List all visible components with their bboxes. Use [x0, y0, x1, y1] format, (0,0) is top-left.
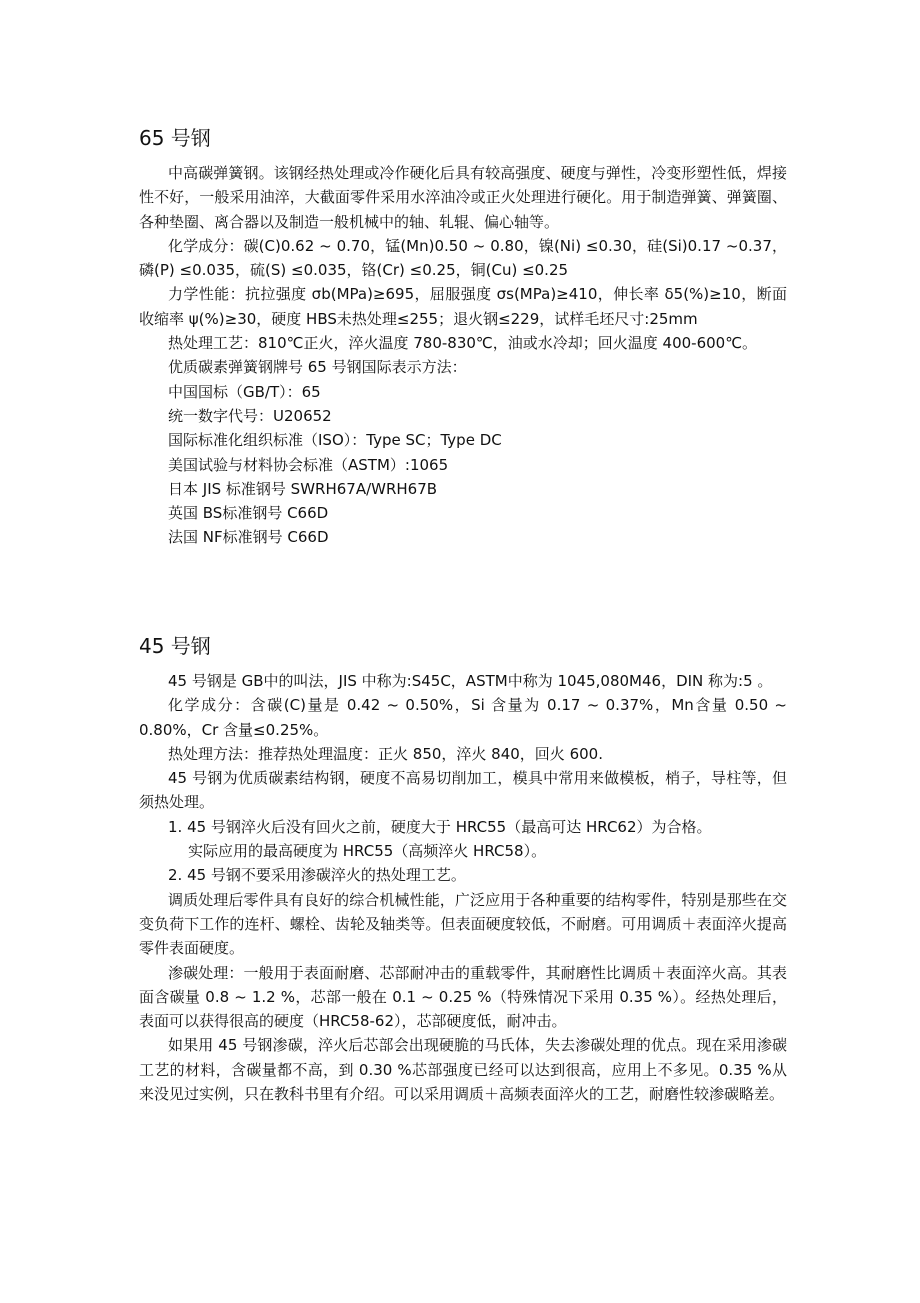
section-65-body [139, 161, 787, 550]
list-item-1-note: 实际应用的最高硬度为 HRC55（高频淬火 HRC58）。 [188, 842, 547, 861]
standard-unified-code: 统一数字代号：U20652 [168, 406, 332, 425]
paragraph-carburizing-45: 如果用 45 号钢渗碳，淬火后芯部会出现硬脆的马氏体，失去渗碳处理的优点。现在采用渗碳工艺的材料，含碳量都不高，到 0.30 %芯部强度已经可以达到很高，应用上不多见。0.35 %从来没见过实例，只在教科书里有介绍。可以采用调质＋高频表面淬火的工艺，耐磨性较渗碳略差。 [139, 1036, 787, 1104]
section-title-65-steel: 65 号钢 [139, 126, 211, 150]
paragraph-naming: 45 号钢是 GB中的叫法，JIS 中称为:S45C，ASTM中称为 1045,080M46，DIN 称为:5 。 [168, 672, 773, 690]
paragraph-chemical-composition: 化学成分：碳(C)0.62 ~ 0.70，锰(Mn)0.50 ~ 0.80，镍(Ni) ≤0.30，硅(Si)0.17 ~0.37，磷(P) ≤0.035，硫(S) ≤0.035，铬(Cr) ≤0.25，铜(Cu) ≤0.25 [139, 236, 787, 280]
list-item-1-text: 1. 45 号钢淬火后没有回火之前，硬度大于 HRC55（最高可达 HRC62）为合格。 [168, 817, 712, 836]
standard-iso: 国际标准化组织标准（ISO）：Type SC；Type DC [168, 431, 502, 450]
section-title-45-steel: 45 号钢 [139, 634, 211, 658]
list-item-1 [139, 815, 787, 864]
paragraph-quench-temper: 调质处理后零件具有良好的综合机械性能，广泛应用于各种重要的结构零件，特别是那些在交变负荷下工作的连杆、螺栓、齿轮及轴类等。但表面硬度较低，不耐磨。可用调质＋表面淬火提高零件表面硬度。 [139, 890, 787, 958]
section-45-body [139, 669, 787, 1106]
paragraph-heat-treatment-method: 热处理方法：推荐热处理温度：正火 850，淬火 840，回火 600. [168, 744, 603, 763]
paragraph-description: 中高碳弹簧钢。该钢经热处理或冷作硬化后具有较高强度、硬度与弹性，冷变形塑性低，焊接性不好，一般采用油淬，大截面零件采用水淬油冷或正火处理进行硬化。用于制造弹簧、弹簧圈、各种垫圈、离合器以及制造一般机械中的轴、轧辊、偏心轴等。 [139, 164, 787, 231]
paragraph-carburizing: 渗碳处理：一般用于表面耐磨、芯部耐冲击的重载零件，其耐磨性比调质＋表面淬火高。其表面含碳量 0.8 ~ 1.2 %，芯部一般在 0.1 ~ 0.25 %（特殊情况下采用 0.35 %）。经热处理后，表面可以获得很高的硬度（HRC58-62），芯部硬度低，耐冲击。 [139, 963, 787, 1031]
paragraph-chemical-composition: 化学成分：含碳(C)量是 0.42 ~ 0.50%，Si 含量为 0.17 ~ 0.37%，Mn含量 0.50 ~ 0.80%，Cr 含量≤0.25%。 [139, 696, 787, 739]
list-item-2: 2. 45 号钢不要采用渗碳淬火的热处理工艺。 [168, 866, 466, 885]
standard-jis: 日本 JIS 标准钢号 SWRH67A/WRH67B [168, 479, 438, 498]
standard-china: 中国国标（GB/T）：65 [168, 382, 321, 401]
paragraph-usage: 45 号钢为优质碳素结构钢，硬度不高易切削加工，模具中常用来做模板，梢子，导柱等，但须热处理。 [139, 769, 787, 812]
paragraph-heat-treatment: 热处理工艺：810℃正火，淬火温度 780-830℃，油或水冷却；回火温度 400-600℃。 [168, 334, 758, 353]
standard-bs: 英国 BS标准钢号 C66D [168, 504, 329, 523]
paragraph-mechanical-properties: 力学性能：抗拉强度 σb(MPa)≥695，屈服强度 σs(MPa)≥410，伸长率 δ5(%)≥10，断面收缩率 ψ(%)≥30，硬度 HBS未热处理≤255；退火钢≤229，试样毛坯尺寸:25mm [139, 285, 787, 328]
standard-nf: 法国 NF标准钢号 C66D [168, 528, 329, 547]
standard-astm: 美国试验与材料协会标准（ASTM）:1065 [168, 455, 449, 474]
standards-heading: 优质碳素弹簧钢牌号 65 号钢国际表示方法： [168, 358, 467, 377]
